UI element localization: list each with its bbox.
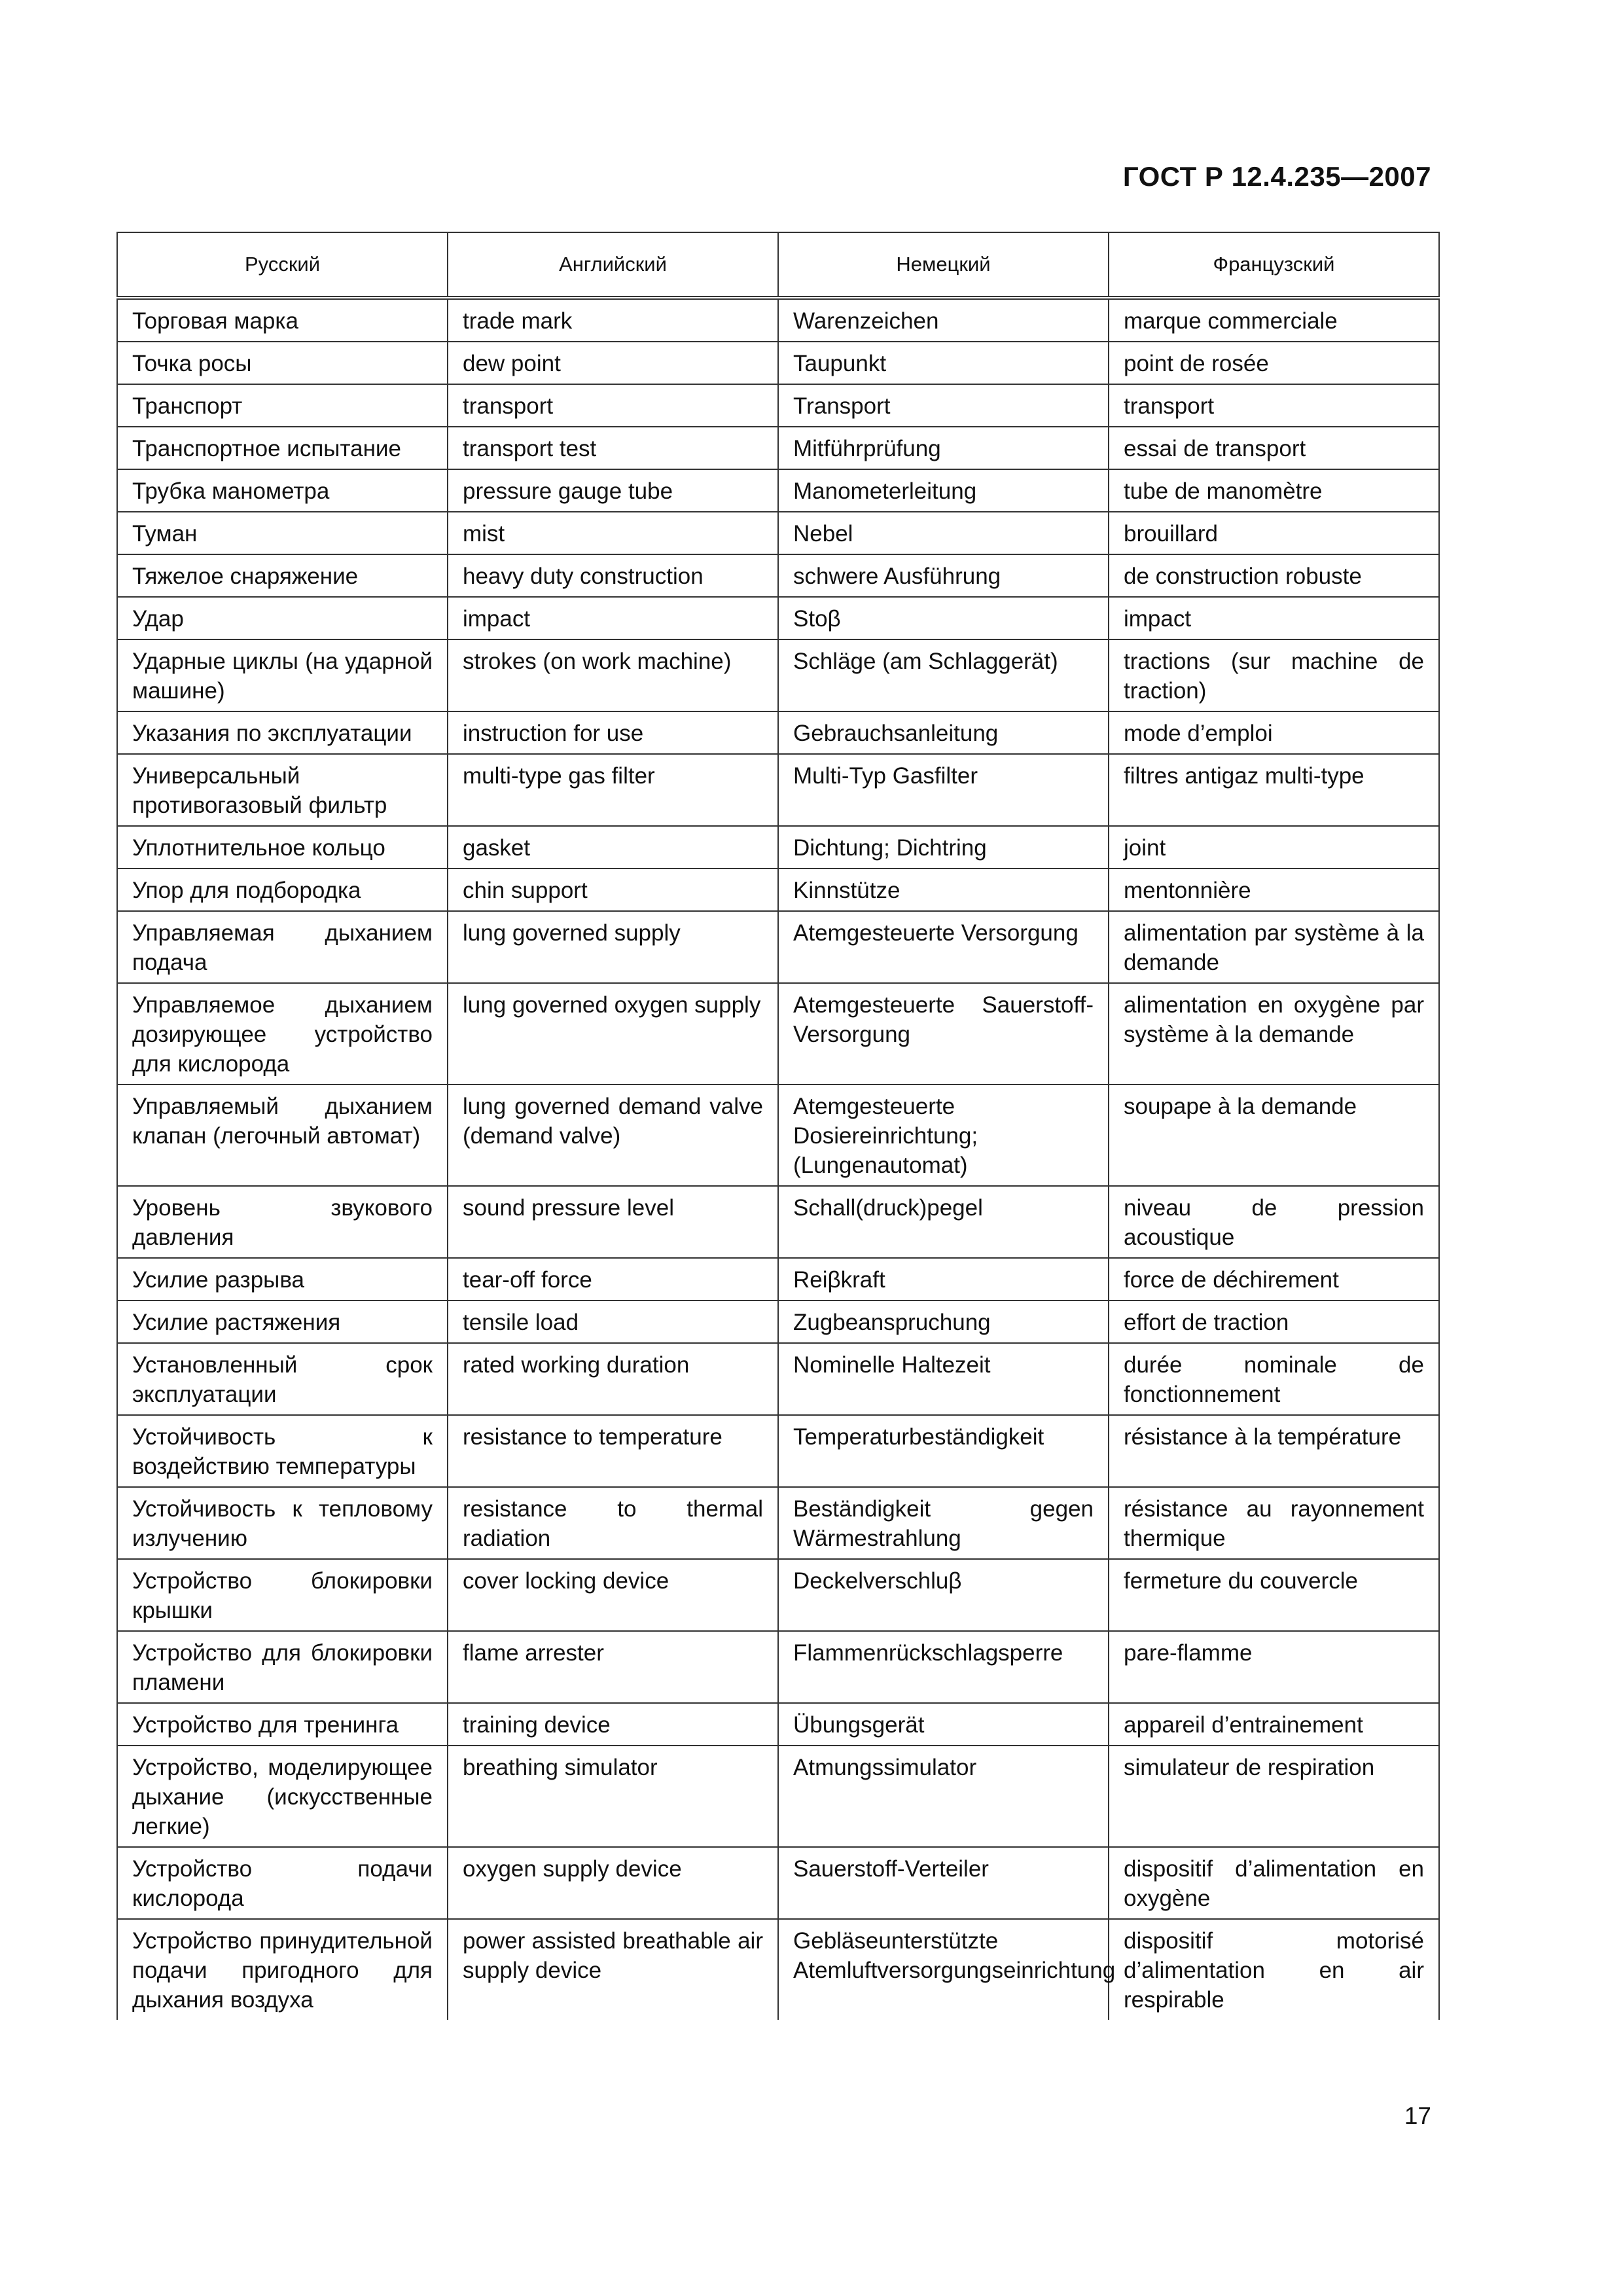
term-russian: Торговая марка [117, 298, 448, 342]
table-row [117, 554, 1439, 597]
term-french: résistance à la température [1109, 1415, 1439, 1487]
term-french: force de déchirement [1109, 1258, 1439, 1300]
column-header-french: Французский [1109, 232, 1439, 298]
term-english: transport test [448, 427, 778, 469]
term-english: resistance to temperature [448, 1415, 778, 1487]
table-row [117, 1186, 1439, 1258]
term-german: Dichtung; Dichtring [778, 826, 1109, 869]
term-german: Flammenrückschlagsperre [778, 1631, 1109, 1703]
term-german: Manometerleitung [778, 469, 1109, 512]
term-german: Reiβkraft [778, 1258, 1109, 1300]
table-row [117, 1703, 1439, 1746]
term-russian: Устройство подачи кислорода [117, 1847, 448, 1919]
term-english: lung governed demand valve (demand valve) [448, 1085, 778, 1186]
table-row [117, 1085, 1439, 1186]
term-german: schwere Ausführung [778, 554, 1109, 597]
column-header-russian: Русский [117, 232, 448, 298]
table-row [117, 1300, 1439, 1343]
table-row [117, 1343, 1439, 1415]
term-german: Atemgesteuerte Sauerstoff-Versorgung [778, 983, 1109, 1085]
term-english: instruction for use [448, 711, 778, 754]
term-german: Zugbeanspruchung [778, 1300, 1109, 1343]
term-russian: Установленный срок эксплуатации [117, 1343, 448, 1415]
term-german: Übungsgerät [778, 1703, 1109, 1746]
table-header [117, 232, 1439, 298]
term-russian: Уровень звукового давления [117, 1186, 448, 1258]
term-english: lung governed oxygen supply [448, 983, 778, 1085]
table-row [117, 1487, 1439, 1559]
table-row [117, 342, 1439, 384]
term-french: dispositif d’alimentation en oxygène [1109, 1847, 1439, 1919]
term-english: gasket [448, 826, 778, 869]
table-row [117, 911, 1439, 983]
term-french: filtres antigaz multi-type [1109, 754, 1439, 826]
term-english: impact [448, 597, 778, 639]
term-french: tube de manomètre [1109, 469, 1439, 512]
table-row [117, 1847, 1439, 1919]
term-french: transport [1109, 384, 1439, 427]
term-german: Warenzeichen [778, 298, 1109, 342]
term-russian: Управляемая дыханием подача [117, 911, 448, 983]
term-russian: Универсальный противогазовый фильтр [117, 754, 448, 826]
term-russian: Уплотнительное кольцо [117, 826, 448, 869]
table-row [117, 298, 1439, 342]
term-french: simulateur de respiration [1109, 1746, 1439, 1847]
term-french: dispositif motorisé d’alimentation en air respirable [1109, 1919, 1439, 2020]
term-german: Mitführprüfung [778, 427, 1109, 469]
term-russian: Устройство для блокировки пламени [117, 1631, 448, 1703]
term-russian: Указания по эксплуатации [117, 711, 448, 754]
term-french: marque commerciale [1109, 298, 1439, 342]
table-row [117, 983, 1439, 1085]
table-row [117, 512, 1439, 554]
term-russian: Транспортное испытание [117, 427, 448, 469]
table-row [117, 469, 1439, 512]
term-french: brouillard [1109, 512, 1439, 554]
term-english: dew point [448, 342, 778, 384]
column-header-german: Немецкий [778, 232, 1109, 298]
term-english: flame arrester [448, 1631, 778, 1703]
term-english: strokes (on work machine) [448, 639, 778, 711]
term-russian: Усилие растяжения [117, 1300, 448, 1343]
document-standard-code: ГОСТ Р 12.4.235—2007 [1122, 161, 1431, 192]
glossary-table [116, 232, 1440, 2020]
term-german: Sauerstoff-Verteiler [778, 1847, 1109, 1919]
table-row [117, 1415, 1439, 1487]
term-russian: Точка росы [117, 342, 448, 384]
page-number: 17 [1404, 2102, 1431, 2129]
term-german: Kinnstütze [778, 869, 1109, 911]
term-german: Atmungssimulator [778, 1746, 1109, 1847]
term-french: niveau de pression acoustique [1109, 1186, 1439, 1258]
term-french: mode d’emploi [1109, 711, 1439, 754]
term-russian: Туман [117, 512, 448, 554]
term-french: alimentation par système à la demande [1109, 911, 1439, 983]
term-french: fermeture du couvercle [1109, 1559, 1439, 1631]
term-russian: Ударные циклы (на ударной машине) [117, 639, 448, 711]
term-french: joint [1109, 826, 1439, 869]
term-german: Atemgesteuerte Dosiereinrichtung; (Lungenautomat) [778, 1085, 1109, 1186]
term-russian: Устойчивость к тепловому излучению [117, 1487, 448, 1559]
table-row [117, 384, 1439, 427]
term-french: point de rosée [1109, 342, 1439, 384]
table-row [117, 1746, 1439, 1847]
column-header-english: Английский [448, 232, 778, 298]
table-row [117, 754, 1439, 826]
term-english: chin support [448, 869, 778, 911]
term-russian: Устройство принудительной подачи пригодного для дыхания воздуха [117, 1919, 448, 2020]
term-english: oxygen supply device [448, 1847, 778, 1919]
term-russian: Устройство для тренинга [117, 1703, 448, 1746]
term-french: durée nominale de fonctionnement [1109, 1343, 1439, 1415]
table-row [117, 826, 1439, 869]
term-russian: Транспорт [117, 384, 448, 427]
term-german: Deckelverschluβ [778, 1559, 1109, 1631]
term-german: Stoβ [778, 597, 1109, 639]
term-russian: Тяжелое снаряжение [117, 554, 448, 597]
term-russian: Управляемый дыханием клапан (легочный автомат) [117, 1085, 448, 1186]
term-french: alimentation en oxygène par système à la demande [1109, 983, 1439, 1085]
term-french: soupape à la demande [1109, 1085, 1439, 1186]
table-row [117, 1919, 1439, 2020]
term-english: pressure gauge tube [448, 469, 778, 512]
term-english: training device [448, 1703, 778, 1746]
term-english: mist [448, 512, 778, 554]
term-english: tensile load [448, 1300, 778, 1343]
term-russian: Управляемое дыханием дозирующее устройство для кислорода [117, 983, 448, 1085]
term-english: sound pressure level [448, 1186, 778, 1258]
term-english: tear-off force [448, 1258, 778, 1300]
term-english: cover locking device [448, 1559, 778, 1631]
table-body [117, 298, 1439, 2020]
term-french: impact [1109, 597, 1439, 639]
term-english: resistance to thermal radiation [448, 1487, 778, 1559]
term-german: Transport [778, 384, 1109, 427]
term-russian: Трубка манометра [117, 469, 448, 512]
table-row [117, 1559, 1439, 1631]
term-german: Beständigkeit gegen Wärmestrahlung [778, 1487, 1109, 1559]
table-row [117, 427, 1439, 469]
term-french: mentonnière [1109, 869, 1439, 911]
term-english: trade mark [448, 298, 778, 342]
term-english: power assisted breathable air supply device [448, 1919, 778, 2020]
term-german: Nebel [778, 512, 1109, 554]
term-german: Schläge (am Schlaggerät) [778, 639, 1109, 711]
table-row [117, 597, 1439, 639]
table-row [117, 639, 1439, 711]
term-french: essai de transport [1109, 427, 1439, 469]
term-french: appareil d’entrainement [1109, 1703, 1439, 1746]
term-german: Schall(druck)pegel [778, 1186, 1109, 1258]
term-english: lung governed supply [448, 911, 778, 983]
table-row [117, 1258, 1439, 1300]
term-english: heavy duty construction [448, 554, 778, 597]
term-english: breathing simulator [448, 1746, 778, 1847]
term-russian: Устройство блокировки крышки [117, 1559, 448, 1631]
term-english: transport [448, 384, 778, 427]
term-german: Atemgesteuerte Versorgung [778, 911, 1109, 983]
header-row [117, 232, 1439, 298]
term-russian: Усилие разрыва [117, 1258, 448, 1300]
term-french: résistance au rayonnement thermique [1109, 1487, 1439, 1559]
term-russian: Устойчивость к воздействию температуры [117, 1415, 448, 1487]
term-french: de construction robuste [1109, 554, 1439, 597]
term-german: Gebrauchsanleitung [778, 711, 1109, 754]
table-row [117, 869, 1439, 911]
term-french: pare-flamme [1109, 1631, 1439, 1703]
term-german: Multi-Typ Gasfilter [778, 754, 1109, 826]
term-russian: Удар [117, 597, 448, 639]
table-row [117, 711, 1439, 754]
term-russian: Устройство, моделирующее дыхание (искусственные легкие) [117, 1746, 448, 1847]
term-german: Gebläseunterstützte Atemluftversorgungseinrichtung [778, 1919, 1109, 2020]
table-row [117, 1631, 1439, 1703]
term-french: tractions (sur machine de traction) [1109, 639, 1439, 711]
term-german: Nominelle Haltezeit [778, 1343, 1109, 1415]
term-russian: Упор для подбородка [117, 869, 448, 911]
term-english: multi-type gas filter [448, 754, 778, 826]
term-french: effort de traction [1109, 1300, 1439, 1343]
term-german: Temperaturbeständigkeit [778, 1415, 1109, 1487]
term-english: rated working duration [448, 1343, 778, 1415]
term-german: Taupunkt [778, 342, 1109, 384]
